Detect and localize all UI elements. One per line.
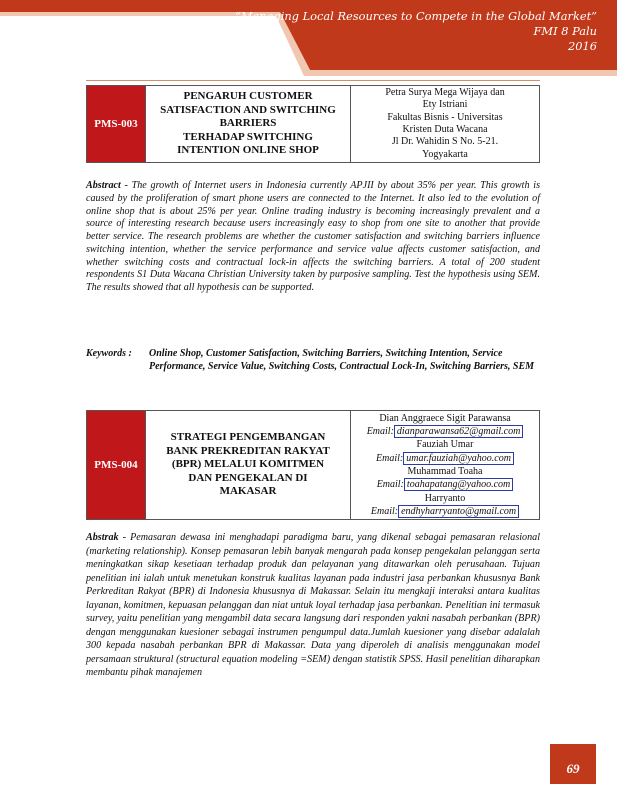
author-email-link[interactable]: umar.fauziah@yahoo.com	[403, 452, 514, 465]
author-email-link[interactable]: toahapatang@yahoo.com	[404, 478, 513, 491]
paper-card-pms-004	[86, 410, 540, 520]
abstract-paragraph-2	[86, 531, 540, 680]
header-divider	[86, 80, 540, 81]
paper-authors: Petra Surya Mega Wijaya dan Ety Istriani Fakultas Bisnis - Universitas Kristen Duta Wacana Jl Dr. Wahidin S No. 5-21. Yogyakarta	[351, 86, 540, 163]
paper-code: PMS-003	[87, 86, 146, 163]
conference-tagline: “Managing Local Resources to Compete in the Global Market”	[235, 9, 597, 23]
author-email-link[interactable]: endhyharryanto@gmail.com	[398, 505, 519, 518]
abstract-label: Abstract	[86, 180, 121, 191]
abstract-label: Abstrak	[86, 532, 119, 543]
email-label: Email:	[370, 505, 399, 517]
author-name: Fauziah Umar	[416, 439, 474, 451]
paper-card-pms-003	[86, 85, 540, 163]
keywords-text: Online Shop, Customer Satisfaction, Switching Barriers, Switching Intention, Service Performance, Service Value, Switching Costs, Contractual Lock-In, Switching Barriers, SEM	[149, 348, 535, 372]
page-number-box	[550, 744, 596, 784]
email-label: Email:	[366, 426, 394, 438]
paper-title: PENGARUH CUSTOMER SATISFACTION AND SWITCHING BARRIERS TERHADAP SWITCHING INTENTION ONLINE SHOP	[146, 86, 351, 163]
author-name: Harryanto	[424, 492, 466, 504]
abstract-text: - The growth of Internet users in Indonesia currently APJII by about 35% per year. This growth is caused by the proliferation of smart phone users are connected to the Internet. It also led to the evolution of online shop that is about 25% per year. Online trading industry is becoming increasingly prevalent and a source of interesting research because users increasingly easy to shop from one site to another that provide better service. The research problems are whether the customer satisfaction and switching barriers influence switching intention, whether the service performance and service value affects customer satisfaction, and whether switching costs and contractual lock-in affects the switching barriers. A total of 200 student respondents S1 Duta Wacana Christian University taken by purposive sampling. Test the hypothesis using SEM. The results showed that all hypothesis can be supported.	[86, 180, 540, 293]
conference-event: FMI 8 Palu	[533, 24, 597, 38]
author-email-link[interactable]: dianparawansa62@gmail.com	[394, 425, 523, 438]
header-text	[235, 9, 597, 54]
conference-year: 2016	[568, 39, 597, 53]
paper-authors	[351, 411, 540, 520]
email-label: Email:	[376, 479, 404, 491]
abstract-text: - Pemasaran dewasa ini menghadapi paradigma baru, yang dikenal sebagai pemasaran relasional (marketing relationship). Konsep pemasaran lebih banyak mengarah pada konsep pengekalan pelanggan serta meningkatkan sikap kesetiaan terhadap produk dan pelayanan yang ditawarkan oleh perusahaan. Tujuan penelitian ini ialah untuk menetukan konstruk kualitas layanan pada industri jasa perbankan khususnya Bank Perkreditan Rakyat (BPR) di Indonesia khususnya di Makassar. Selain itu mengkaji interaksi antara kualitas layanan, komitmen, kepuasan pelanggan dan niat untuk loyal terhadap jasa perbankan. Penelitian ini termasuk survey, yaitu penelitian yang mengambil data secara langsung dari responden yakni nasabah perbankan (BPR) dengan menggunakan kuesioner sebagai instrumen pengumpul data.Jumlah kuesioner yang disebar adalalah 300 kepada nasabah perbankan BPR di Makassar. Data yang diperoleh di analisis menggunakan model persamaan struktural (structural equation modeling =SEM) dengan statistik SPSS. Hasil penelitian diharapkan membantu pihak manajemen	[86, 532, 540, 679]
author-name: Muhammad Toaha	[407, 466, 483, 477]
paper-title: STRATEGI PENGEMBANGAN BANK PREKREDITAN RAKYAT (BPR) MELALUI KOMITMEN DAN PENGEKALAN DI MAKASAR	[146, 411, 351, 520]
email-label: Email:	[376, 452, 404, 464]
abstract-paragraph-1	[86, 180, 540, 295]
keywords-label: Keywords :	[86, 348, 132, 359]
author-name: Dian Anggraece Sigit Parawansa	[379, 412, 511, 424]
page-number: 69	[566, 761, 580, 776]
paper-code: PMS-004	[87, 411, 146, 520]
